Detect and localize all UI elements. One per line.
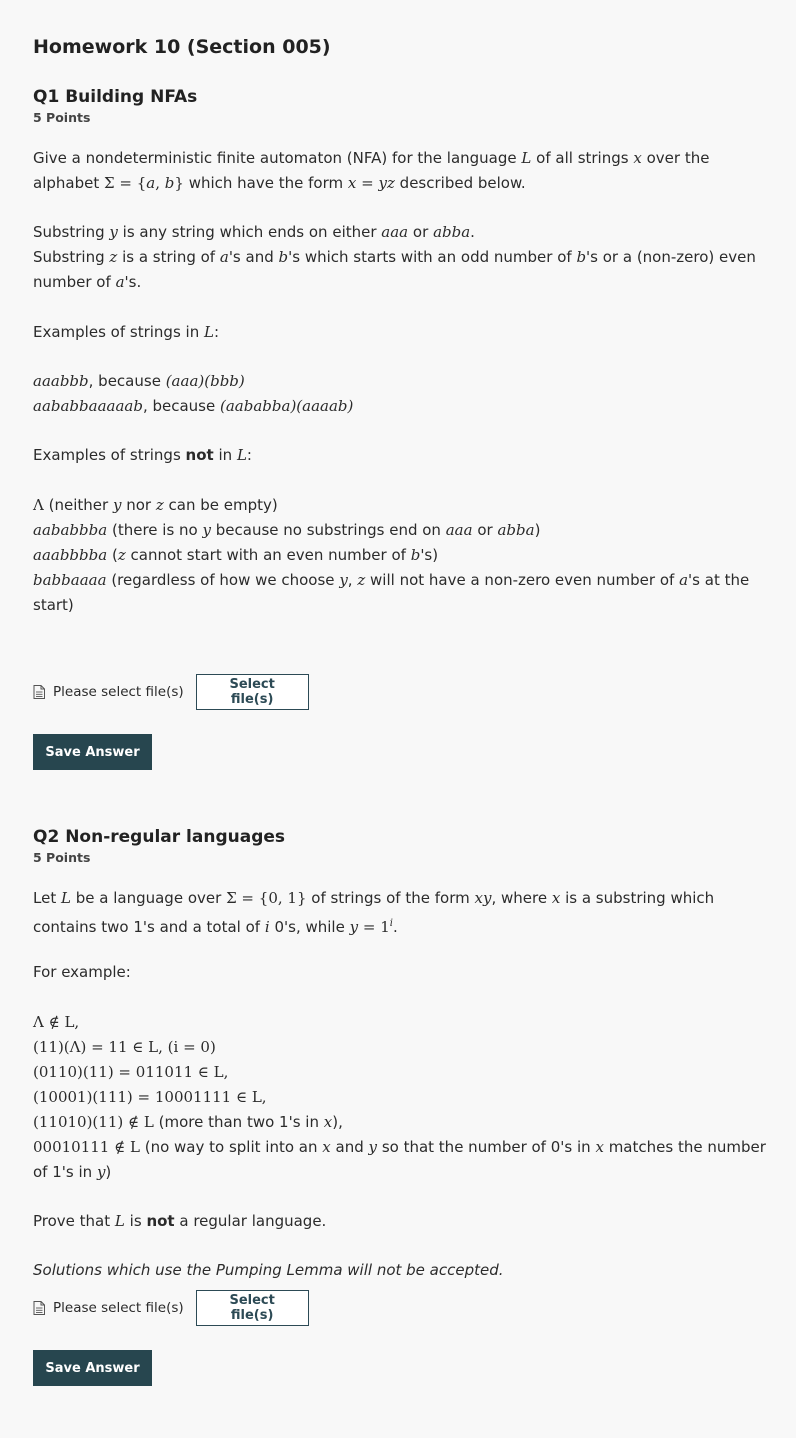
q2-upload-row <box>33 1290 772 1326</box>
q2-note: Solutions which use the Pumping Lemma will not be accepted. <box>33 1261 504 1279</box>
list-item: aaabbb, because (aaa)(bbb) <box>33 372 245 390</box>
list-item: babbaaaa (regardless of how we choose y, z will not have a non-zero even number of a's at the start) <box>33 571 750 614</box>
q2-examples <box>33 1010 772 1185</box>
q2-select-files-button[interactable]: Select file(s) <box>196 1290 309 1326</box>
q1-save-container <box>33 734 772 770</box>
list-item: Λ (neither y nor z can be empty) <box>33 496 278 514</box>
q2-points: 5 Points <box>33 850 91 865</box>
q1-header <box>33 87 772 125</box>
q2-save-container <box>33 1350 772 1386</box>
q1-examples-not-label: Examples of strings not in L: <box>33 446 252 464</box>
q1-points: 5 Points <box>33 110 91 125</box>
q2-intro: Let L be a language over Σ = {0, 1} of strings of the form xy, where x is a substring which contains two 1's and a total of i 0's, while $y = 1^i$. <box>33 889 715 936</box>
list-item: aababbba (there is no y because no substrings end on aaa or abba) <box>33 521 541 539</box>
q1-substrings <box>33 220 772 295</box>
page-title: Homework 10 (Section 005) <box>33 36 331 58</box>
list-item: (10001)(111) = 10001111 ∈ L, <box>33 1088 267 1106</box>
q1-save-answer-button[interactable]: Save Answer <box>33 734 152 770</box>
q1-y-line: Substring y is any string which ends on either aaa or abba. <box>33 223 475 241</box>
list-item: (11010)(11) ∉ L (more than two 1's in x), <box>33 1113 343 1131</box>
list-item: Λ ∉ L, <box>33 1013 80 1031</box>
list-item: 00010111 ∉ L (no way to split into an x and y so that the number of 0's in x matches the number of 1's in y) <box>33 1138 766 1181</box>
q2-prove: Prove that L is not a regular language. <box>33 1212 327 1230</box>
q2-title: Q2 Non-regular languages <box>33 827 286 847</box>
q1-intro: Give a nondeterministic finite automaton (NFA) for the language L of all strings x over the alphabet Σ = {a, b} which have the form x = yz described below. <box>33 149 710 192</box>
q2-for-example: For example: <box>33 963 131 981</box>
q1-examples-in-label: Examples of strings in L: <box>33 323 220 341</box>
q1-upload-row <box>33 674 772 710</box>
list-item: (11)(Λ) = 11 ∈ L, (i = 0) <box>33 1038 216 1056</box>
q1-title: Q1 Building NFAs <box>33 87 198 107</box>
q2-header <box>33 827 772 865</box>
q2-save-answer-button[interactable]: Save Answer <box>33 1350 152 1386</box>
q2-upload-label: Please select file(s) <box>53 1300 184 1316</box>
q1-examples-in <box>33 369 772 419</box>
list-item: (0110)(11) = 011011 ∈ L, <box>33 1063 229 1081</box>
document-icon <box>33 685 45 699</box>
q1-select-files-button[interactable]: Select file(s) <box>196 674 309 710</box>
q1-upload-label: Please select file(s) <box>53 684 184 700</box>
document-icon <box>33 1301 45 1315</box>
q1-z-line: Substring z is a string of a's and b's which starts with an odd number of b's or a (non-zero) even number of a's. <box>33 248 756 291</box>
list-item: aaabbbba (z cannot start with an even number of b's) <box>33 546 439 564</box>
list-item: aababbaaaaab, because (aababba)(aaaab) <box>33 397 354 415</box>
q1-examples-not <box>33 493 772 618</box>
